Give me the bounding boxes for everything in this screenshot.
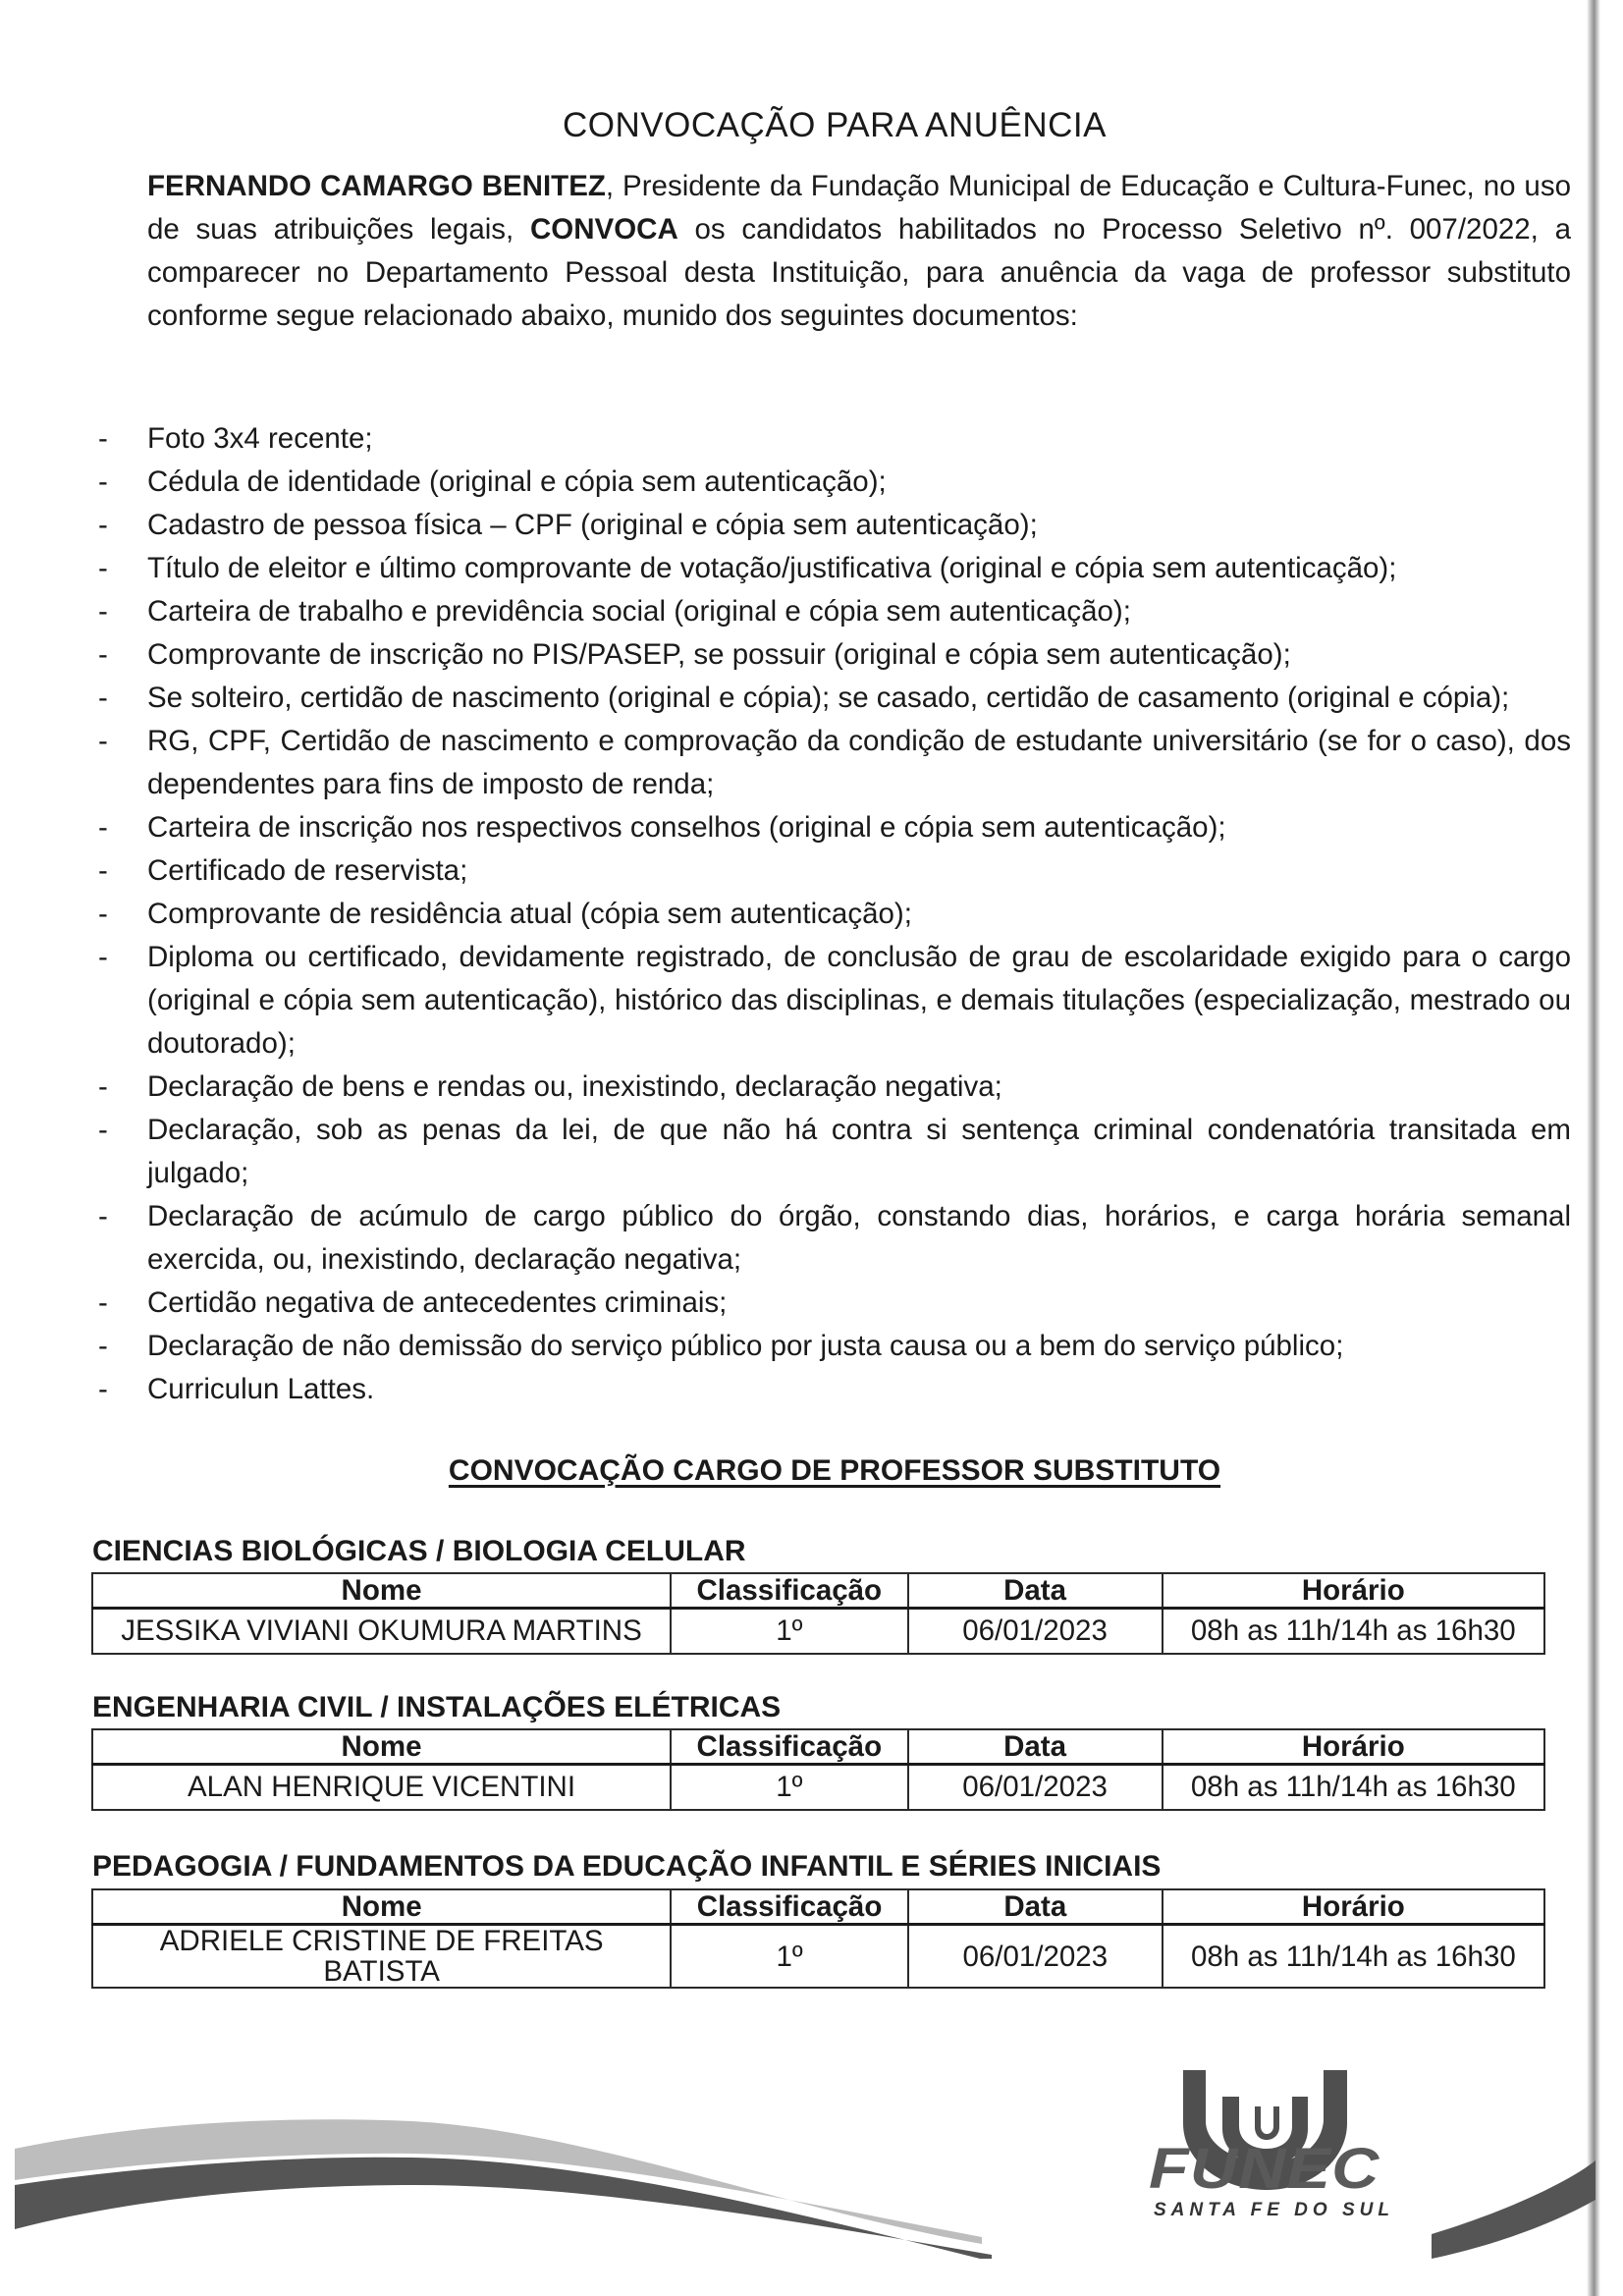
header-classificacao: Classificação	[671, 1729, 908, 1765]
document-item-text: Título de eleitor e último comprovante de votação/justificativa (original e cópia sem autenticação);	[147, 552, 1397, 584]
document-item-text: Comprovante de residência atual (cópia sem autenticação);	[147, 898, 912, 930]
required-documents-list	[98, 417, 1571, 1411]
cell-data: 06/01/2023	[908, 1609, 1163, 1655]
document-item-text: Se solteiro, certidão de nascimento (original e cópia); se casado, certidão de casamento (original e cópia);	[147, 682, 1510, 714]
bullet-dash: -	[98, 725, 108, 757]
bullet-dash: -	[98, 1286, 108, 1319]
document-item-text: Foto 3x4 recente;	[147, 422, 373, 455]
header-horario: Horário	[1163, 1729, 1544, 1765]
table-biologia	[91, 1572, 1545, 1655]
document-list-item	[98, 1325, 1571, 1368]
document-item-text: Cédula de identidade (original e cópia sem autenticação);	[147, 465, 887, 498]
intro-text-2: os candidatos habilitados no Processo Seletivo nº. 007/2022, a comparecer no Departamento Pessoal desta Instituição, para anuência da vaga de professor substituto conforme segue relacionado abaixo, munido dos seguintes documentos:	[147, 213, 1571, 332]
document-item-text: Certificado de reservista;	[147, 854, 468, 887]
header-horario: Horário	[1163, 1573, 1544, 1609]
table-header-row	[92, 1889, 1544, 1925]
cell-data: 06/01/2023	[908, 1765, 1163, 1811]
header-nome: Nome	[92, 1889, 671, 1925]
bullet-dash: -	[98, 509, 108, 541]
intro-paragraph	[147, 165, 1571, 338]
cell-horario: 08h as 11h/14h as 16h30	[1163, 1925, 1544, 1989]
bullet-dash: -	[98, 898, 108, 930]
bullet-dash: -	[98, 1200, 108, 1232]
header-data: Data	[908, 1573, 1163, 1609]
table-header-row	[92, 1729, 1544, 1765]
document-list-item	[98, 1109, 1571, 1195]
cell-nome: JESSIKA VIVIANI OKUMURA MARTINS	[92, 1609, 671, 1655]
bullet-dash: -	[98, 638, 108, 671]
section-title-engenharia: ENGENHARIA CIVIL / INSTALAÇÕES ELÉTRICAS	[92, 1691, 782, 1723]
document-list-item	[98, 936, 1571, 1066]
document-item-text: Curriculun Lattes.	[147, 1373, 375, 1405]
document-item-text: Carteira de trabalho e previdência social (original e cópia sem autenticação);	[147, 595, 1131, 628]
header-data: Data	[908, 1729, 1163, 1765]
document-item-text: RG, CPF, Certidão de nascimento e comprovação da condição de estudante universitário (se for o caso), dos dependentes para fins de imposto de renda;	[147, 725, 1571, 800]
document-item-text: Certidão negativa de antecedentes criminais;	[147, 1286, 728, 1319]
document-item-text: Cadastro de pessoa física – CPF (original e cópia sem autenticação);	[147, 509, 1038, 541]
header-data: Data	[908, 1889, 1163, 1925]
table-engenharia	[91, 1728, 1545, 1811]
cell-data: 06/01/2023	[908, 1925, 1163, 1989]
signatory-name: FERNANDO CAMARGO BENITEZ	[147, 170, 606, 202]
document-item-text: Comprovante de inscrição no PIS/PASEP, se possuir (original e cópia sem autenticação);	[147, 638, 1291, 671]
scan-edge	[1587, 0, 1600, 2296]
table-row	[92, 1765, 1544, 1811]
document-list-item	[98, 806, 1571, 849]
header-nome: Nome	[92, 1729, 671, 1765]
document-list-item	[98, 547, 1571, 590]
convoca-verb: CONVOCA	[529, 213, 678, 246]
bullet-dash: -	[98, 941, 108, 973]
bullet-dash: -	[98, 811, 108, 844]
cell-horario: 08h as 11h/14h as 16h30	[1163, 1609, 1544, 1655]
document-list-item	[98, 849, 1571, 893]
bullet-dash: -	[98, 854, 108, 887]
cell-classificacao: 1º	[671, 1925, 907, 1989]
document-title-text: CONVOCAÇÃO PARA ANUÊNCIA	[563, 106, 1107, 144]
document-list-item	[98, 1066, 1571, 1109]
table-pedagogia	[91, 1888, 1545, 1989]
document-list-item	[98, 677, 1571, 720]
cell-nome: ADRIELE CRISTINE DE FREITAS BATISTA	[92, 1925, 671, 1989]
wave-dark-band	[15, 2158, 992, 2259]
document-item-text: Declaração de bens e rendas ou, inexistindo, declaração negativa;	[147, 1070, 1002, 1103]
document-title	[0, 106, 1623, 145]
header-horario: Horário	[1163, 1889, 1544, 1925]
bullet-dash: -	[98, 1114, 108, 1146]
document-list-item	[98, 720, 1571, 806]
section-title-biologia: CIENCIAS BIOLÓGICAS / BIOLOGIA CELULAR	[92, 1535, 746, 1567]
document-item-text: Diploma ou certificado, devidamente registrado, de conclusão de grau de escolaridade exigido para o cargo (original e cópia sem autenticação), histórico das disciplinas, e demais titulações (especialização, mestrado ou doutorado);	[147, 941, 1571, 1060]
document-list-item	[98, 417, 1571, 461]
cell-horario: 08h as 11h/14h as 16h30	[1163, 1765, 1544, 1811]
document-item-text: Declaração, sob as penas da lei, de que não há contra si sentença criminal condenatória transitada em julgado;	[147, 1114, 1571, 1189]
bullet-dash: -	[98, 595, 108, 628]
document-item-text: Carteira de inscrição nos respectivos conselhos (original e cópia sem autenticação);	[147, 811, 1226, 844]
bullet-dash: -	[98, 465, 108, 498]
bullet-dash: -	[98, 1330, 108, 1362]
document-list-item	[98, 504, 1571, 547]
document-list-item	[98, 893, 1571, 936]
bullet-dash: -	[98, 682, 108, 714]
table-header-row	[92, 1573, 1544, 1609]
logo-subtitle: SANTA FE DO SUL	[1154, 2200, 1394, 2220]
cell-classificacao: 1º	[671, 1765, 908, 1811]
wave-dark-band-right	[1432, 2160, 1596, 2259]
bullet-dash: -	[98, 422, 108, 455]
header-nome: Nome	[92, 1573, 671, 1609]
document-list-item	[98, 590, 1571, 633]
document-item-text: Declaração de não demissão do serviço público por justa causa ou a bem do serviço público;	[147, 1330, 1344, 1362]
subheading: CONVOCAÇÃO CARGO DE PROFESSOR SUBSTITUTO	[448, 1454, 1221, 1487]
header-classificacao: Classificação	[671, 1573, 908, 1609]
table-row	[92, 1609, 1544, 1655]
header-classificacao: Classificação	[671, 1889, 907, 1925]
cell-classificacao: 1º	[671, 1609, 908, 1655]
bullet-dash: -	[98, 1373, 108, 1405]
section-title-pedagogia: PEDAGOGIA / FUNDAMENTOS DA EDUCAÇÃO INFANTIL E SÉRIES INICIAIS	[92, 1850, 1162, 1883]
document-list-item	[98, 1282, 1571, 1325]
intro-text-1: , Presidente da Fundação Municipal de Educação e Cultura-Funec, no uso de suas atribuições legais,	[147, 170, 1571, 246]
logo-wordmark: FUNEC	[1149, 2137, 1380, 2201]
document-list-item	[98, 461, 1571, 504]
cell-nome: ALAN HENRIQUE VICENTINI	[92, 1765, 671, 1811]
bullet-dash: -	[98, 552, 108, 584]
document-list-item	[98, 1368, 1571, 1411]
document-item-text: Declaração de acúmulo de cargo público do órgão, constando dias, horários, e carga horária semanal exercida, ou, inexistindo, declaração negativa;	[147, 1200, 1571, 1276]
document-list-item	[98, 633, 1571, 677]
bullet-dash: -	[98, 1070, 108, 1103]
document-list-item	[98, 1195, 1571, 1282]
table-row	[92, 1925, 1544, 1989]
